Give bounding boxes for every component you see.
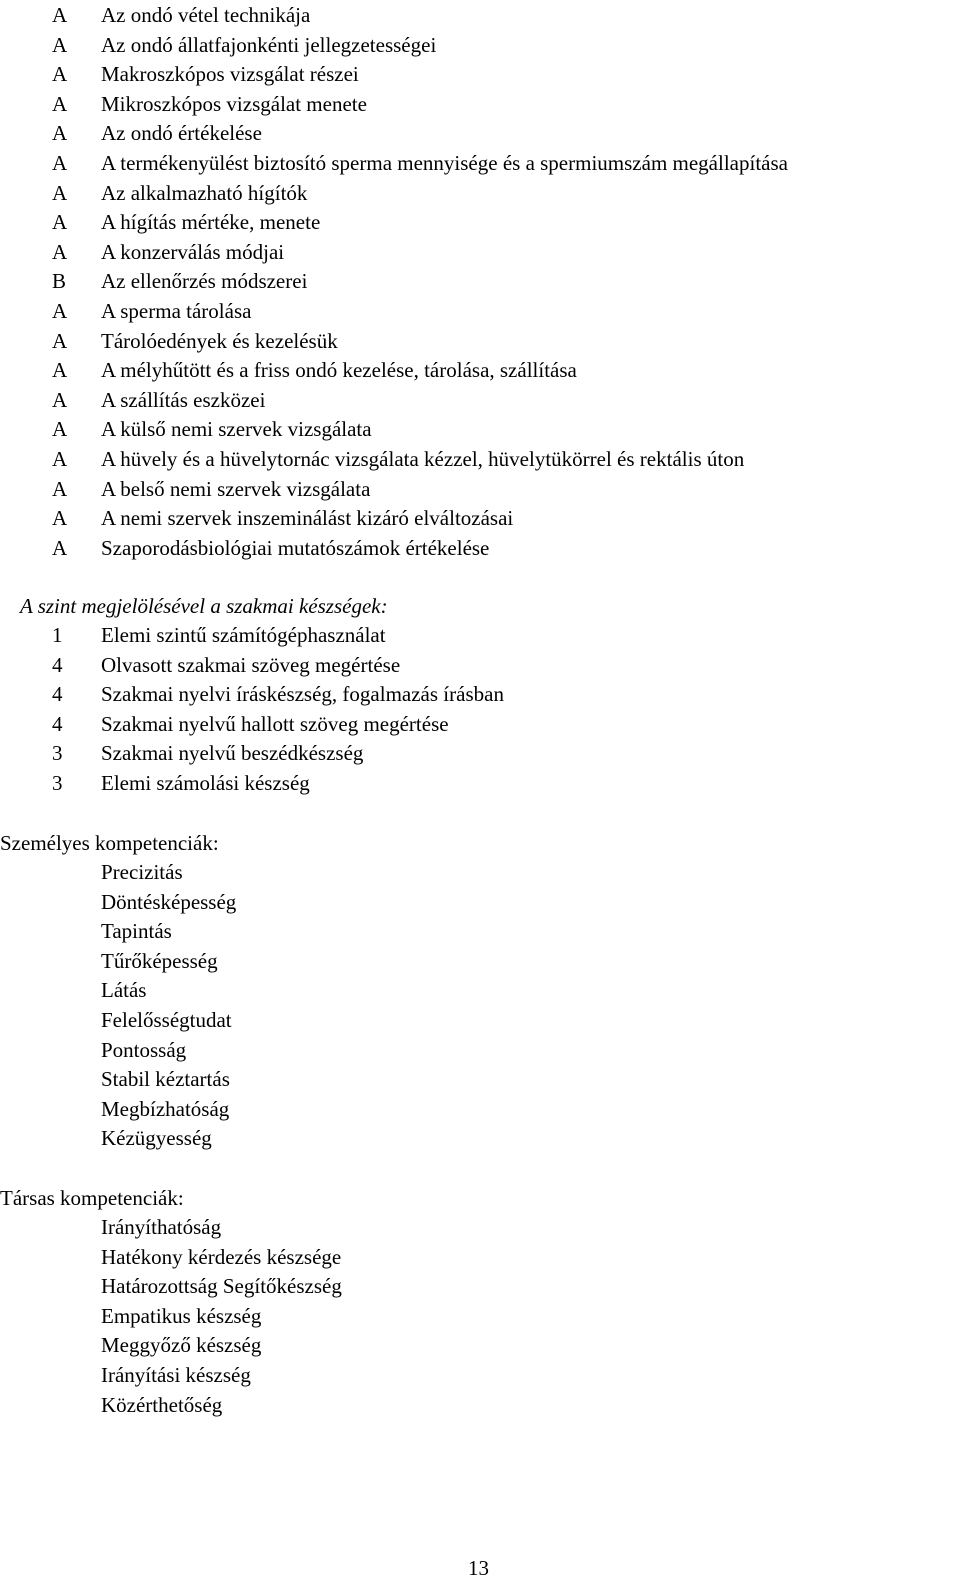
topic-level-code: A xyxy=(52,299,68,323)
social-competency-item: Meggyőző készség xyxy=(101,1333,262,1358)
topic-level-code: A xyxy=(52,447,68,471)
social-competency-item: Irányítási készség xyxy=(101,1363,251,1387)
topic-level-code: A xyxy=(52,32,68,57)
skill-level: 4 xyxy=(52,652,63,677)
topic-text: Az ondó állatfajonkénti jellegzetességei xyxy=(101,32,437,57)
topic-text: Mikroszkópos vizsgálat menete xyxy=(101,91,367,116)
social-competency-item: Empatikus készség xyxy=(101,1303,262,1328)
skill-text: Elemi számolási készség xyxy=(101,771,310,795)
skills-heading: A szint megjelölésével a szakmai készségek: xyxy=(20,594,388,618)
personal-competency-item: Látás xyxy=(101,978,147,1003)
topic-level-code: A xyxy=(52,387,68,412)
topic-level-code: A xyxy=(52,506,68,531)
social-competency-item: Hatékony kérdezés készsége xyxy=(101,1244,342,1269)
skill-text: Szakmai nyelvű beszédkészség xyxy=(101,741,364,766)
skill-level: 3 xyxy=(52,741,63,766)
personal-competency-item: Felelősségtudat xyxy=(101,1008,232,1032)
topic-level-code: A xyxy=(52,417,68,442)
social-competency-item: Irányíthatóság xyxy=(101,1215,222,1239)
topic-text: Makroszkópos vizsgálat részei xyxy=(101,62,359,87)
topic-level-code: A xyxy=(52,62,68,87)
topic-level-code: A xyxy=(52,239,68,264)
topic-level-code: A xyxy=(52,358,68,383)
topic-text: A külső nemi szervek vizsgálata xyxy=(101,417,372,442)
personal-competency-item: Megbízhatóság xyxy=(101,1096,230,1121)
skill-level: 4 xyxy=(52,682,63,707)
topic-text: Az ondó vétel technikája xyxy=(101,3,311,27)
personal-competency-item: Tapintás xyxy=(101,919,172,944)
topic-level-code: B xyxy=(52,269,67,294)
skill-text: Szakmai nyelvi íráskészség, fogalmazás írásban xyxy=(101,682,504,707)
personal-competency-item: Stabil kéztartás xyxy=(101,1067,230,1092)
topic-level-code: A xyxy=(52,476,68,501)
topic-text: A nemi szervek inszeminálást kizáró elváltozásai xyxy=(101,506,514,531)
skill-text: Szakmai nyelvű hallott szöveg megértése xyxy=(101,711,449,736)
topic-level-code: A xyxy=(52,535,68,560)
page-number: 13 xyxy=(468,1556,489,1580)
topic-text: A mélyhűtött és a friss ondó kezelése, tárolása, szállítása xyxy=(101,358,577,383)
social-competency-item: Közérthetőség xyxy=(101,1392,223,1417)
personal-competency-item: Döntésképesség xyxy=(101,889,237,914)
personal-competency-item: Kézügyesség xyxy=(101,1126,212,1151)
skill-level: 1 xyxy=(52,623,63,647)
personal-competency-item: Tűrőképesség xyxy=(101,948,218,973)
personal-competency-item: Pontosság xyxy=(101,1037,187,1062)
topic-level-code: A xyxy=(52,180,68,205)
topic-text: A termékenyülést biztosító sperma mennyisége és a spermiumszám megállapítása xyxy=(101,151,788,175)
topic-text: A konzerválás módjai xyxy=(101,239,285,264)
topic-level-code: A xyxy=(52,3,68,27)
social-competency-item: Határozottság Segítőkészség xyxy=(101,1274,342,1299)
topic-text: Szaporodásbiológiai mutatószámok értékelése xyxy=(101,535,490,560)
topic-level-code: A xyxy=(52,91,68,116)
topic-text: A belső nemi szervek vizsgálata xyxy=(101,476,371,501)
topic-text: A sperma tárolása xyxy=(101,299,252,323)
skill-level: 3 xyxy=(52,771,63,795)
topic-text: Az ellenőrzés módszerei xyxy=(101,269,308,294)
social-competencies-heading: Társas kompetenciák: xyxy=(0,1186,184,1210)
topic-level-code: A xyxy=(52,121,68,146)
topic-level-code: A xyxy=(52,210,68,235)
skill-level: 4 xyxy=(52,711,63,736)
topic-text: A hüvely és a hüvelytornác vizsgálata kézzel, hüvelytükörrel és rektális úton xyxy=(101,447,745,471)
topic-text: Az ondó értékelése xyxy=(101,121,262,146)
skill-text: Olvasott szakmai szöveg megértése xyxy=(101,652,401,677)
topic-text: A hígítás mértéke, menete xyxy=(101,210,321,235)
topic-text: A szállítás eszközei xyxy=(101,387,266,412)
topic-text: Tárolóedények és kezelésük xyxy=(101,328,338,353)
topic-level-code: A xyxy=(52,328,68,353)
topic-text: Az alkalmazható hígítók xyxy=(101,180,308,205)
personal-competencies-heading: Személyes kompetenciák: xyxy=(0,831,219,855)
skill-text: Elemi szintű számítógéphasználat xyxy=(101,623,386,647)
topic-level-code: A xyxy=(52,151,68,175)
personal-competency-item: Precizitás xyxy=(101,860,183,884)
